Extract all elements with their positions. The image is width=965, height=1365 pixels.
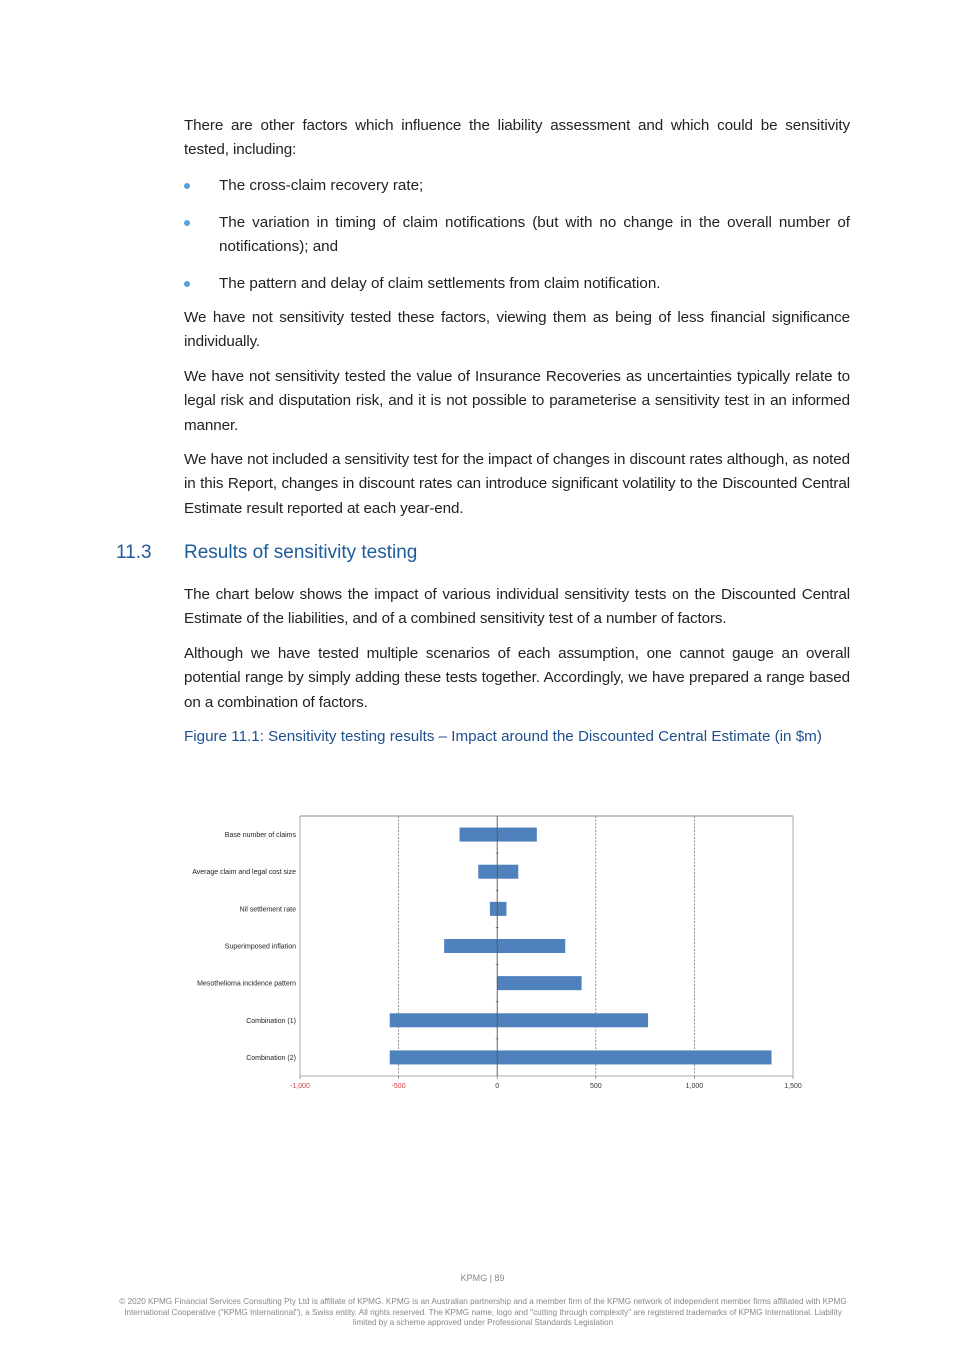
section-title: Results of sensitivity testing [184, 542, 418, 563]
bar [478, 865, 518, 879]
bullet-text: The pattern and delay of claim settlements from claim notification. [219, 275, 661, 292]
bar [390, 1050, 772, 1064]
x-tick-label: 1,000 [685, 1083, 704, 1090]
category-label: Base number of claims [224, 832, 296, 840]
page-number: KPMG | 89 [460, 1273, 505, 1283]
bar [460, 828, 537, 842]
x-tick-label: 500 [589, 1083, 602, 1090]
bar [444, 939, 565, 953]
figure-caption: Figure 11.1: Sensitivity testing results – Impact around the Discounted Central Estimate (in $m) [184, 728, 822, 745]
category-label: Nil settlement rate [239, 906, 296, 914]
legal-notice: © 2020 KPMG Financial Services Consulting Pty Ltd is affiliate of KPMG. KPMG is an Australian partnership and a member firm of the KPMG network of independent member firms affiliated with KPMG International Cooperative ("KPMG International"), a Swiss entity. All rights reserved. The KPMG name, logo and "cutting through complexity" are registered trademarks of KPMG International. Liability limited by a scheme approved under Professional Standards Legislation [119, 1297, 847, 1327]
x-tick-label: 1,500 [784, 1083, 802, 1090]
category-label: Mesothelioma incidence pattern [197, 980, 296, 988]
category-label: Combination (1) [246, 1017, 296, 1025]
bullet-text: The variation in timing of claim notifications (but with no change in the overall number of notifications); and [219, 214, 850, 256]
paragraph-range: Although we have tested multiple scenarios of each assumption, one cannot gauge an overall potential range by simply adding these tests together. Accordingly, we have prepared a range based on a combination of factors. [184, 645, 850, 711]
category-label: Combination (2) [246, 1054, 296, 1062]
intro-paragraph: There are other factors which influence the liability assessment and which could be sensitivity tested, including: [184, 117, 850, 159]
bar [490, 902, 507, 916]
bullet-icon [184, 220, 190, 226]
category-label: Superimposed inflation [224, 943, 296, 951]
x-tick-label: 0 [495, 1083, 500, 1090]
category-label: Average claim and legal cost size [192, 869, 296, 877]
bar [497, 976, 581, 990]
paragraph-factors: We have not sensitivity tested these factors, viewing them as being of less financial significance individually. [184, 309, 850, 351]
paragraph-discount: We have not included a sensitivity test for the impact of changes in discount rates although, as noted in this Report, changes in discount rates can introduce significant volatility to the Discounted Central Estimate result reported at each year-end. [184, 451, 850, 517]
bar [390, 1013, 648, 1027]
sensitivity-chart [180, 810, 810, 1100]
paragraph-chart-intro: The chart below shows the impact of various individual sensitivity tests on the Discounted Central Estimate of the liabilities, and of a combined sensitivity test of a number of factors. [184, 586, 850, 628]
bullet-icon [184, 281, 190, 287]
bullet-icon [184, 183, 190, 189]
section-number: 11.3 [116, 542, 152, 563]
section-heading [116, 542, 417, 564]
x-tick-label: -500 [391, 1083, 406, 1090]
x-tick-label: -1,000 [290, 1083, 310, 1090]
paragraph-insurance: We have not sensitivity tested the value of Insurance Recoveries as uncertainties typically relate to legal risk and disputation risk, and it is not possible to parameterise a sensitivity test in an informed manner. [184, 368, 850, 434]
bullet-text: The cross-claim recovery rate; [219, 177, 424, 194]
